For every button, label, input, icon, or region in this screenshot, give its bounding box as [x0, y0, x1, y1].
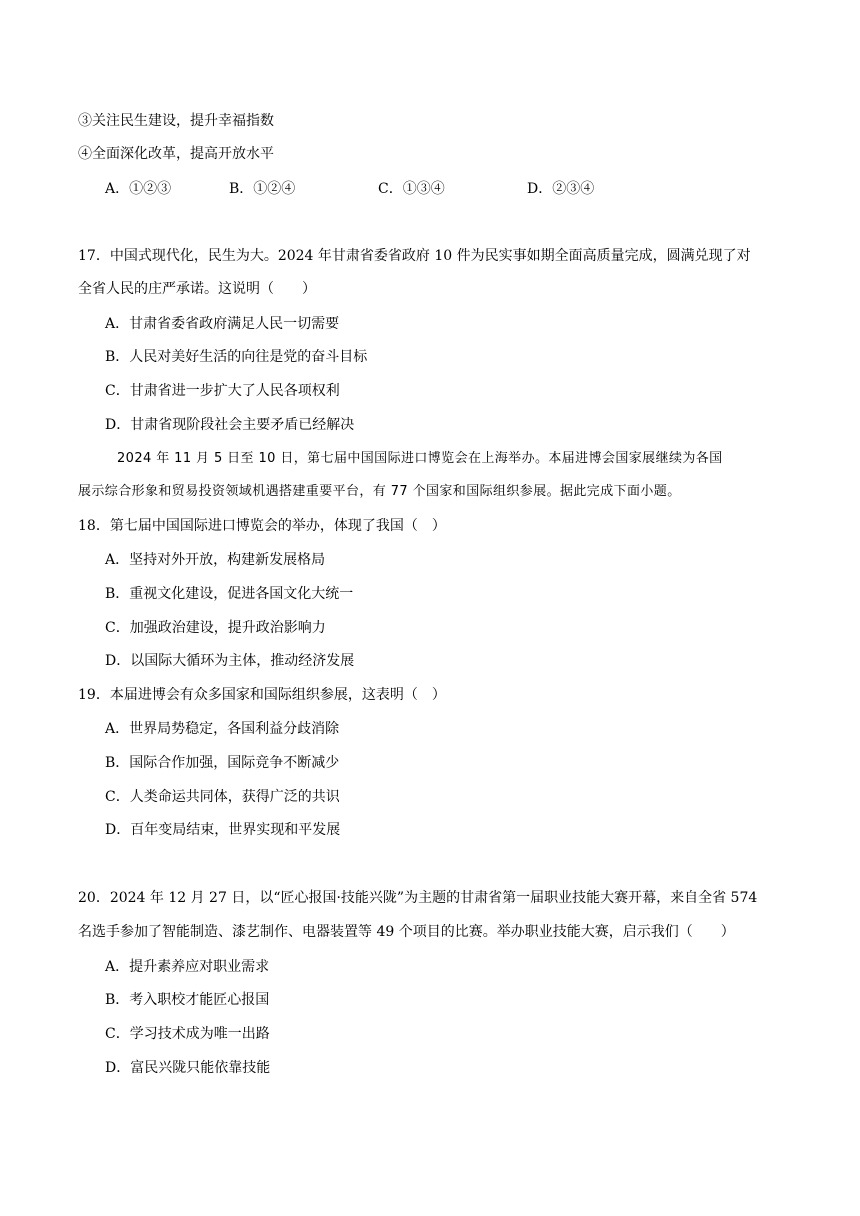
- q19-option-c[interactable]: C．人类命运共同体，获得广泛的共识: [105, 789, 340, 805]
- q17-option-d[interactable]: D．甘肃省现阶段社会主要矛盾已经解决: [105, 417, 355, 433]
- prev-option-d[interactable]: D．②③④: [527, 181, 595, 197]
- passage-line2: 展示综合形象和贸易投资领域机遇搭建重要平台，有 77 个国家和国际组织参展。据此完成下面小题。: [78, 484, 681, 499]
- q20-option-b[interactable]: B．考入职校才能匠心报国: [105, 992, 270, 1008]
- q19-option-a[interactable]: A．世界局势稳定，各国利益分歧消除: [105, 721, 340, 737]
- q17-option-b[interactable]: B．人民对美好生活的向往是党的奋斗目标: [105, 349, 368, 365]
- q20-option-c[interactable]: C．学习技术成为唯一出路: [105, 1026, 270, 1042]
- q19-stem: 19．本届进博会有众多国家和国际组织参展，这表明（ ）: [78, 687, 446, 703]
- q18-option-d[interactable]: D．以国际大循环为主体，推动经济发展: [105, 653, 355, 669]
- q20-stem-line1: 20．2024 年 12 月 27 日，以“匠心报国·技能兴陇”为主题的甘肃省第一届职业技能大赛开幕，来自全省 574: [78, 890, 758, 906]
- q20-option-a[interactable]: A．提升素养应对职业需求: [105, 959, 270, 975]
- passage-line1: 2024 年 11 月 5 日至 10 日，第七届中国国际进口博览会在上海举办。本届进博会国家展继续为各国: [117, 451, 723, 466]
- prev-option-c[interactable]: C．①③④: [378, 181, 445, 197]
- statement-4: ④全面深化改革，提高开放水平: [78, 146, 274, 162]
- prev-option-a[interactable]: A．①②③: [105, 181, 172, 197]
- q17-stem-line2: 全省人民的庄严承诺。这说明（ ）: [78, 281, 316, 297]
- q17-option-c[interactable]: C．甘肃省进一步扩大了人民各项权利: [105, 383, 340, 399]
- q18-stem: 18．第七届中国国际进口博览会的举办，体现了我国（ ）: [78, 518, 446, 534]
- q17-stem-line1: 17．中国式现代化，民生为大。2024 年甘肃省委省政府 10 件为民实事如期全面高质量完成，圆满兑现了对: [78, 248, 751, 264]
- q18-option-a[interactable]: A．坚持对外开放，构建新发展格局: [105, 552, 326, 568]
- q20-stem-line2: 名选手参加了智能制造、漆艺制作、电器装置等 49 个项目的比赛。举办职业技能大赛，启示我们（ ）: [78, 924, 735, 940]
- statement-3: ③关注民生建设，提升幸福指数: [78, 113, 274, 129]
- q18-option-c[interactable]: C．加强政治建设，提升政治影响力: [105, 620, 326, 636]
- q18-option-b[interactable]: B．重视文化建设，促进各国文化大统一: [105, 586, 354, 602]
- q19-option-d[interactable]: D．百年变局结束，世界实现和平发展: [105, 822, 341, 838]
- q20-option-d[interactable]: D．富民兴陇只能依靠技能: [105, 1060, 271, 1076]
- prev-option-b[interactable]: B．①②④: [229, 181, 296, 197]
- q19-option-b[interactable]: B．国际合作加强，国际竞争不断减少: [105, 755, 340, 771]
- q17-option-a[interactable]: A．甘肃省委省政府满足人民一切需要: [105, 316, 340, 332]
